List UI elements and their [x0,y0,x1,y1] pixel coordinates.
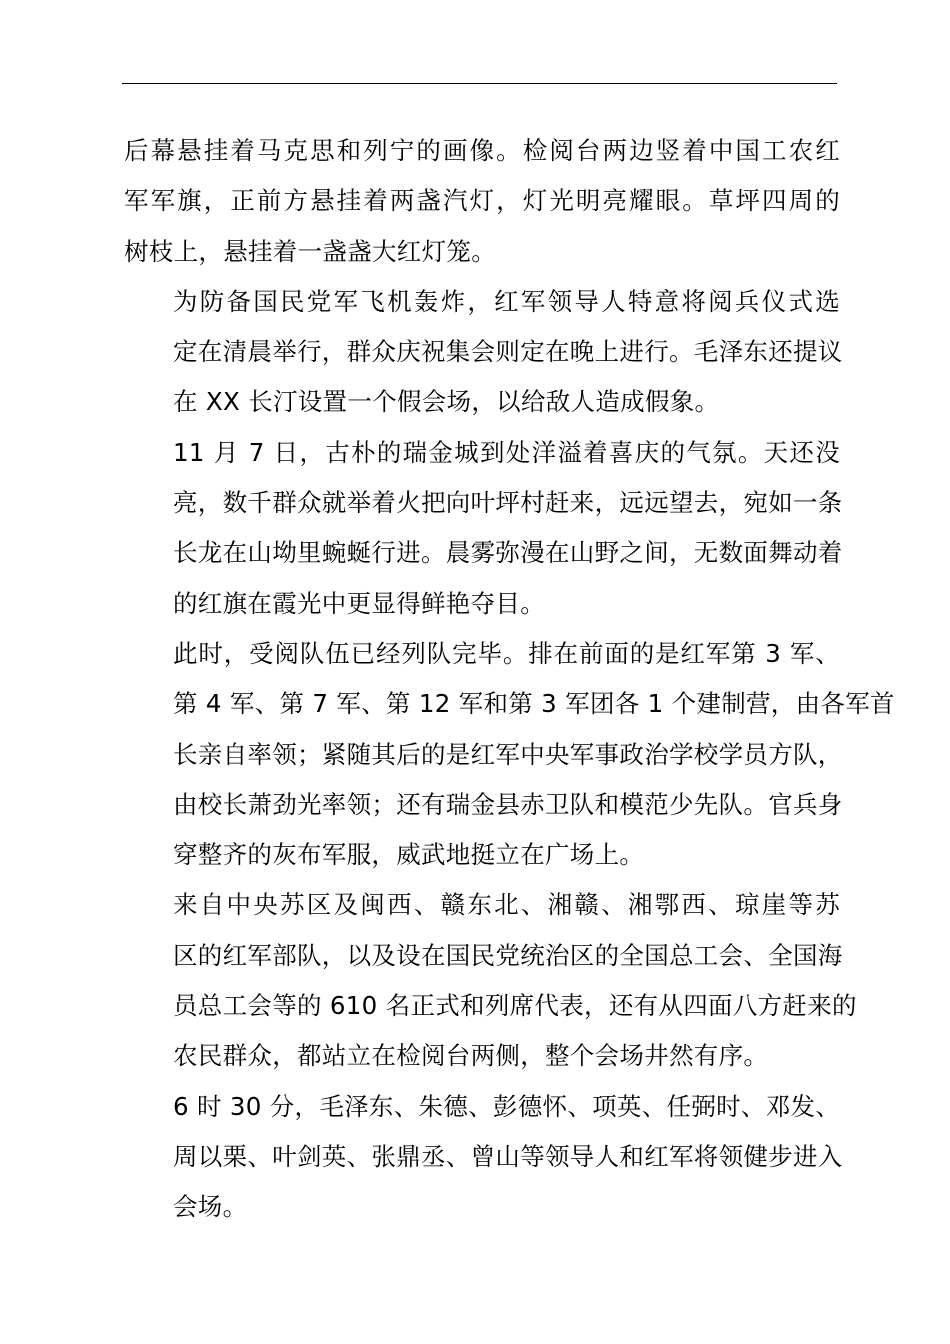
text-line: 11 月 7 日，古朴的瑞金城到处洋溢着喜庆的气氛。天还没 [173,437,840,467]
text-line: 定在清晨举行，群众庆祝集会则定在晚上进行。毛泽东还提议 [173,337,843,367]
text-line: 军军旗，正前方悬挂着两盏汽灯，灯光明亮耀眼。草坪四周的 [124,186,840,216]
text-line: 6 时 30 分，毛泽东、朱德、彭德怀、项英、任弼时、邓发、 [173,1091,841,1121]
header-rule [122,83,837,84]
text-line: 由校长萧劲光率领；还有瑞金县赤卫队和模范少先队。官兵身 [173,789,843,819]
body-text [124,126,895,1233]
text-line: 员总工会等的 610 名正式和列席代表，还有从四面八方赶来的 [173,991,857,1021]
paragraph-2 [124,277,843,428]
text-line: 此时，受阅队伍已经列队完毕。排在前面的是红军第 3 军、 [173,638,840,668]
text-line: 在 XX 长汀设置一个假会场，以给敌人造成假象。 [173,387,720,417]
text-line: 农民群众，都站立在检阅台两侧，整个会场井然有序。 [173,1041,769,1071]
text-line: 穿整齐的灰布军服，威武地挺立在广场上。 [173,840,645,870]
text-line: 为防备国民党军飞机轰炸，红军领导人特意将阅兵仪式选 [173,286,840,316]
text-line: 树枝上，悬挂着一盏盏大红灯笼。 [124,236,496,266]
text-line: 的红旗在霞光中更显得鲜艳夺目。 [173,588,545,618]
text-line: 区的红军部队，以及设在国民党统治区的全国总工会、全国海 [173,940,843,970]
paragraph-5 [124,880,857,1081]
paragraph-3 [124,428,843,629]
text-line: 长龙在山坳里蜿蜒行进。晨雾弥漫在山野之间，无数面舞动着 [173,538,843,568]
text-line: 长亲自率领；紧随其后的是红军中央军事政治学校学员方队， [173,739,843,769]
text-line: 第 4 军、第 7 军、第 12 军和第 3 军团各 1 个建制营，由各军首 [173,689,895,719]
text-line: 来自中央苏区及闽西、赣东北、湘赣、湘鄂西、琼崖等苏 [173,890,840,920]
paragraph-4 [124,629,895,880]
text-line: 会场。 [173,1192,248,1222]
text-line: 亮，数千群众就举着火把向叶坪村赶来，远远望去，宛如一条 [173,488,843,518]
text-line: 周以栗、叶剑英、张鼎丞、曾山等领导人和红军将领健步进入 [173,1141,843,1171]
paragraph-6 [124,1082,843,1233]
text-line: 后幕悬挂着马克思和列宁的画像。检阅台两边竖着中国工农红 [124,136,840,165]
paragraph-1 [124,126,840,277]
